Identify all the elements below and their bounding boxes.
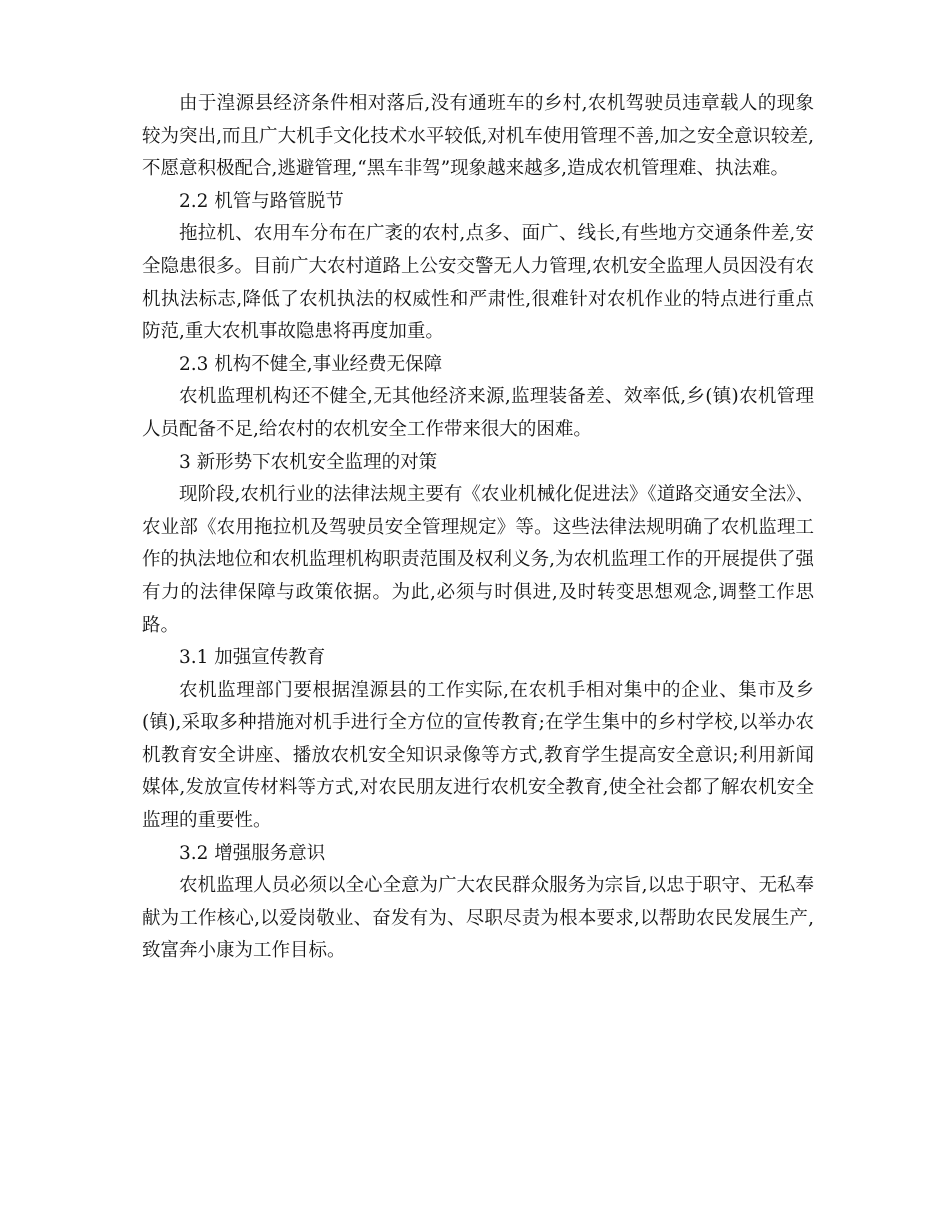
section-heading-3-1: 3.1 加强宣传教育 [179, 647, 326, 669]
paragraph-publicity-education: 农机监理部门要根据湟源县的工作实际,在农机手相对集中的企业、集市及乡(镇),采取多种措施对机手进行全方位的宣传教育;在学生集中的乡村学校,以举办农机教育安全讲座、播放农机安全知识录像等方式,教育学生提高安全意识;利用新闻媒体,发放宣传材料等方式,对农民朋友进行农机安全教育,使全社会都了解农机安全监理的重要性。 [142, 679, 814, 832]
paragraph-service-awareness: 农机监理人员必须以全心全意为广大农民群众服务为宗旨,以忠于职守、无私奉献为工作核心,以爱岗敬业、奋发有为、尽职尽责为根本要求,以帮助农民发展生产,致富奔小康为工作目标。 [142, 875, 814, 962]
paragraph-road-management: 拖拉机、农用车分布在广袤的农村,点多、面广、线长,有些地方交通条件差,安全隐患很多。目前广大农村道路上公安交警无人力管理,农机安全监理人员因没有农机执法标志,降低了农机执法的权威性和严肃性,很难针对农机作业的特点进行重点防范,重大农机事故隐患将再度加重。 [142, 223, 814, 343]
section-heading-2-2: 2.2 机管与路管脱节 [179, 190, 344, 212]
paragraph-institution-funding: 农机监理机构还不健全,无其他经济来源,监理装备差、效率低,乡(镇)农机管理人员配备不足,给农村的农机安全工作带来很大的困难。 [142, 386, 814, 440]
paragraph-rural-transport: 由于湟源县经济条件相对落后,没有通班车的乡村,农机驾驶员违章载人的现象较为突出,而且广大机手文化技术水平较低,对机车使用管理不善,加之安全意识较差,不愿意积极配合,逃避管理,“黑车非驾”现象越来越多,造成农机管理难、执法难。 [142, 93, 814, 180]
paragraph-laws-regulations: 现阶段,农机行业的法律法规主要有《农业机械化促进法》《道路交通安全法》、农业部《农用拖拉机及驾驶员安全管理规定》等。这些法律法规明确了农机监理工作的执法地位和农机监理机构职责范围及权利义务,为农机监理工作的开展提供了强有力的法律保障与政策依据。为此,必须与时俱进,及时转变思想观念,调整工作思路。 [142, 484, 814, 636]
section-heading-3: 3 新形势下农机安全监理的对策 [179, 451, 438, 473]
section-heading-3-2: 3.2 增强服务意识 [179, 842, 326, 864]
document-body [142, 88, 814, 968]
section-heading-2-3: 2.3 机构不健全,事业经费无保障 [179, 353, 443, 375]
